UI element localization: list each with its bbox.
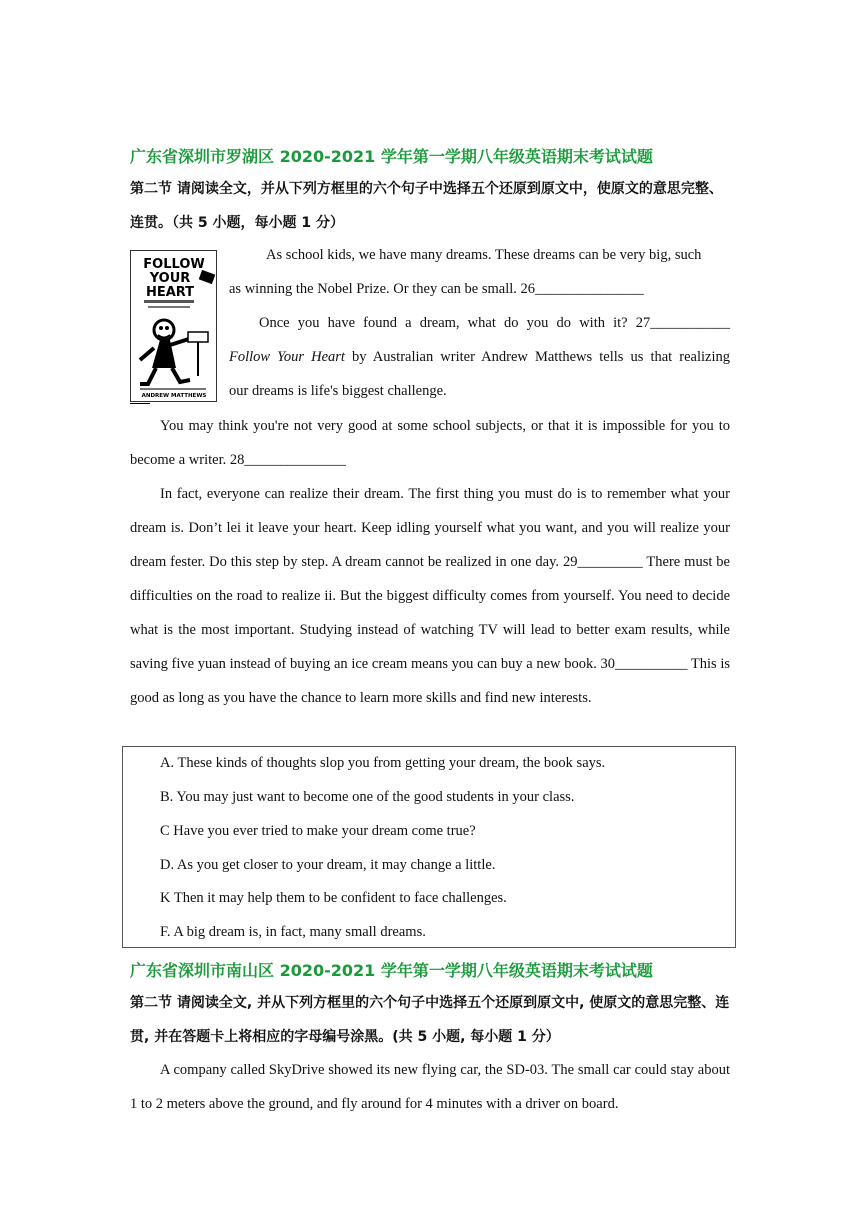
p2-line3: our dreams is life's biggest challenge. — [229, 383, 447, 399]
section1-instruction: 第二节 请阅读全文，并从下列方框里的六个句子中选择五个还原到原文中，使原文的意思完整、连贯。（共 5 小题，每小题 1 分） — [130, 181, 723, 231]
p4: In fact, everyone can realize their dream. The first thing you must do is to remember what your dream is. Don’t lei it leave your heart. Keep idling yourself what you want, and you will realize your dream fester. Do this step by step. A dream cannot be realized in one day. 29_________ There must be difficulties on the road to realize ii. But the biggest difficulty comes from yourself. You need to decide what is the most important. Studying instead of watching TV will lead to better exam results, while saving five yuan instead of buying an ice cream means you can buy a new book. 30__________ This is good as long as you have the chance to learn more skills and find new interests. — [130, 486, 730, 706]
book-cover-image — [130, 250, 218, 402]
section2-instruction: 第二节 请阅读全文, 并从下列方框里的六个句子中选择五个还原到原文中, 使原文的意思完整、连贯, 并在答题卡上将相应的字母编号涂黑。(共 5 小题, 每小题 1 分） — [130, 995, 730, 1045]
p1-line1: As school kids, we have many dreams. These dreams can be very big, such — [266, 247, 702, 263]
p3: You may think you're not very good at some school subjects, or that it is impossible for you to become a writer. 28______________ — [130, 418, 730, 468]
section1-heading: 广东省深圳市罗湖区 2020-2021 学年第一学期八年级英语期末考试试题 — [130, 147, 653, 166]
option-f: F. A big dream is, in fact, many small dreams. — [160, 924, 426, 940]
option-b: B. You may just want to become one of the good students in your class. — [160, 789, 575, 805]
option-a: A. These kinds of thoughts slop you from getting your dream, the book says. — [160, 755, 606, 771]
option-d: D. As you get closer to your dream, it may change a little. — [160, 857, 496, 873]
book-cover-illustration — [130, 250, 218, 402]
options-box — [122, 746, 736, 948]
cover-author: ANDREW MATTHEWS — [141, 393, 207, 399]
option-c: C Have you ever tried to make your dream come true? — [160, 823, 476, 839]
p2-line1: Once you have found a dream, what do you do with it? 27___________ — [259, 315, 730, 331]
image-underline — [130, 403, 150, 404]
book-title: Follow Your Heart — [229, 349, 345, 365]
option-e: K Then it may help them to be confident to face challenges. — [160, 890, 507, 906]
section2-p1: A company called SkyDrive showed its new flying car, the SD-03. The small car could stay about 1 to 2 meters above the ground, and fly around for 4 minutes with a driver on board. — [130, 1062, 730, 1112]
p2-line2 — [229, 349, 730, 366]
p1-line2: as winning the Nobel Prize. Or they can be small. 26_______________ — [229, 281, 644, 297]
p2-line2-rest: by Australian writer Andrew Matthews tells us that realizing — [344, 349, 730, 365]
cover-title-3: HEART — [145, 285, 195, 300]
cover-title-2: YOUR — [149, 271, 191, 286]
cover-title-1: FOLLOW — [143, 257, 205, 272]
section2-heading: 广东省深圳市南山区 2020-2021 学年第一学期八年级英语期末考试试题 — [130, 961, 653, 980]
